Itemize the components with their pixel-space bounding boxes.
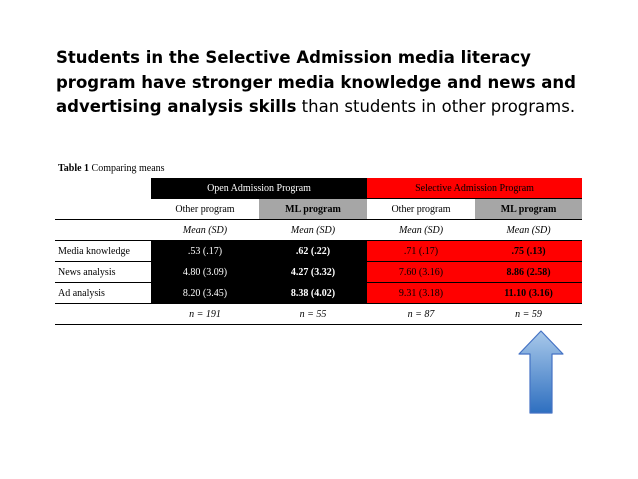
- subheader-selective-ml: ML program: [475, 199, 582, 220]
- table-row: [55, 262, 582, 283]
- table-row: [55, 283, 582, 304]
- subheader-row: [55, 199, 582, 220]
- subheader-open-other: Other program: [151, 199, 259, 220]
- empty-n: [55, 304, 151, 325]
- group-header-row: [55, 178, 582, 199]
- n-value: n = 191: [151, 304, 259, 325]
- empty-corner: [55, 178, 151, 199]
- headline-bold: Students in the Selective Admission media literacy program have stronger media knowledge and news and advertising analysis skills: [56, 48, 576, 116]
- n-row: [55, 304, 582, 325]
- table-cell: 7.60 (3.16): [367, 262, 475, 283]
- table-cell: 11.10 (3.16): [475, 283, 582, 304]
- table-cell: .62 (.22): [259, 241, 367, 262]
- row-label: Media knowledge: [55, 241, 151, 262]
- comparing-means-table: [55, 178, 582, 325]
- table-cell: .71 (.17): [367, 241, 475, 262]
- table-cell: 9.31 (3.18): [367, 283, 475, 304]
- stat-row: [55, 220, 582, 241]
- stat-label-3: Mean (SD): [367, 220, 475, 241]
- table-caption-number: Table 1: [58, 163, 90, 174]
- headline-normal: than students in other programs.: [296, 97, 576, 116]
- table-cell: 8.38 (4.02): [259, 283, 367, 304]
- table-cell: .75 (.13): [475, 241, 582, 262]
- table-cell: 8.86 (2.58): [475, 262, 582, 283]
- table-caption: [58, 163, 165, 174]
- table-cell: 4.80 (3.09): [151, 262, 259, 283]
- n-value: n = 59: [475, 304, 582, 325]
- table-caption-text: Comparing means: [89, 163, 165, 174]
- row-label: News analysis: [55, 262, 151, 283]
- up-arrow-icon: [518, 330, 564, 414]
- group-selective-admission: Selective Admission Program: [367, 178, 582, 199]
- table-cell: 4.27 (3.32): [259, 262, 367, 283]
- table-row: [55, 241, 582, 262]
- row-label: Ad analysis: [55, 283, 151, 304]
- n-value: n = 55: [259, 304, 367, 325]
- subheader-open-ml: ML program: [259, 199, 367, 220]
- group-open-admission: Open Admission Program: [151, 178, 367, 199]
- empty-stat: [55, 220, 151, 241]
- stat-label-1: Mean (SD): [151, 220, 259, 241]
- headline: [56, 46, 616, 120]
- table-cell: 8.20 (3.45): [151, 283, 259, 304]
- subheader-selective-other: Other program: [367, 199, 475, 220]
- stat-label-4: Mean (SD): [475, 220, 582, 241]
- n-value: n = 87: [367, 304, 475, 325]
- empty-subheader: [55, 199, 151, 220]
- table-cell: .53 (.17): [151, 241, 259, 262]
- stat-label-2: Mean (SD): [259, 220, 367, 241]
